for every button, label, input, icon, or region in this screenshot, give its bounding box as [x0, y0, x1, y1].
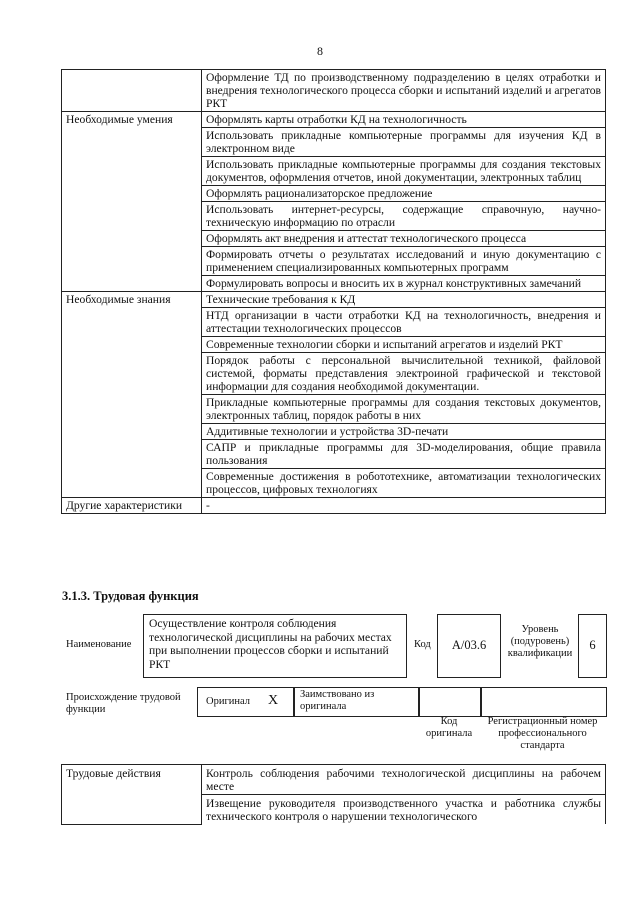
table-row	[62, 765, 606, 795]
code-original-box	[418, 687, 482, 717]
row-text: Порядок работы с персональной вычислительной техникой, файловой системой, форматы представления электроиной графической и текстовой информации для создания необходимой документации.	[202, 353, 606, 395]
row-text: Использовать интернет-ресурсы, содержащие справочную, научно-техническую информацию по отрасли	[202, 202, 606, 231]
borrowed-label: Заимствовано из оригинала	[300, 689, 375, 712]
original-label: Оригинал	[206, 696, 250, 707]
name-box	[143, 614, 407, 678]
row-label-other: Другие характеристики	[62, 498, 202, 514]
reg-number-caption: Регистрационный номер профессионального стандарта	[487, 716, 598, 751]
page-number: 8	[317, 44, 323, 58]
row-text: -	[202, 498, 606, 514]
row-text: Технические требования к КД	[202, 292, 606, 308]
origin-label: Происхождение трудовой функции	[66, 692, 181, 715]
row-text: Извещение руководителя производственного участка и работника службы технического контроля о нарушении технологического	[202, 795, 606, 825]
row-text: Формулировать вопросы и вносить их в журнал конструктивных замечаний	[202, 276, 606, 292]
row-text: Оформление ТД по производственному подразделению в целях отработки и внедрения технологического процесса сборки и испытаний изделий и агрегатов РКТ	[202, 70, 606, 112]
row-label-skills: Необходимые умения	[62, 112, 202, 292]
row-text: САПР и прикладные программы для 3D-моделирования, общие правила пользования	[202, 440, 606, 469]
original-box	[197, 687, 295, 717]
level-box	[578, 614, 607, 678]
table-row	[62, 498, 606, 514]
code-value: А/03.6	[451, 638, 487, 652]
row-text: Аддитивные технологии и устройства 3D-печати	[202, 424, 606, 440]
reg-number-box	[480, 687, 607, 717]
row-label-actions: Трудовые действия	[62, 765, 202, 825]
table-row	[62, 70, 606, 112]
table-row	[62, 292, 606, 308]
name-value: Осуществление контроля соблюдения технологической дисциплины на рабочих местах при выполнении процессов сборки и испытаний РКТ	[149, 617, 392, 671]
row-text: Оформлять акт внедрения и аттестат технологического процесса	[202, 231, 606, 247]
code-original-caption: Код оригинала	[425, 716, 473, 739]
row-text: Использовать прикладные компьютерные программы для изучения КД в электронном виде	[202, 128, 606, 157]
skills-knowledge-table	[61, 69, 606, 514]
row-text: Оформлять рационализаторское предложение	[202, 186, 606, 202]
row-label	[62, 70, 202, 112]
code-label: Код	[414, 639, 431, 650]
row-text: Прикладные компьютерные программы для создания текстовых документов, электронных таблиц, порядок работы в них	[202, 395, 606, 424]
original-mark: X	[268, 693, 279, 708]
row-text: Оформлять карты отработки КД на технологичность	[202, 112, 606, 128]
row-text: Использовать прикладные компьютерные программы для создания текстовых документов, оформления отчетов, иной документации, электронных таблиц	[202, 157, 606, 186]
level-value: 6	[589, 638, 596, 652]
borrowed-box	[293, 687, 420, 717]
labor-actions-table	[61, 764, 606, 825]
row-text: Контроль соблюдения рабочими технологической дисциплины на рабочем месте	[202, 765, 606, 795]
code-box	[437, 614, 501, 678]
name-label: Наименование	[66, 639, 132, 650]
section-title: 3.1.3. Трудовая функция	[62, 589, 199, 603]
row-text: Современные технологии сборки и испытаний агрегатов и изделий РКТ	[202, 337, 606, 353]
row-text: НТД организации в части отработки КД на технологичность, внедрения и аттестации технологических процессов	[202, 308, 606, 337]
row-label-knowledge: Необходимые знания	[62, 292, 202, 498]
table-row	[62, 112, 606, 128]
row-text: Современные достижения в робототехнике, автоматизации технологических процессов, цифровых технологиях	[202, 469, 606, 498]
row-text: Формировать отчеты о результатах исследований и иную документацию с применением специализированных компьютерных программ	[202, 247, 606, 276]
level-label: Уровень (подуровень) квалификации	[507, 624, 573, 659]
